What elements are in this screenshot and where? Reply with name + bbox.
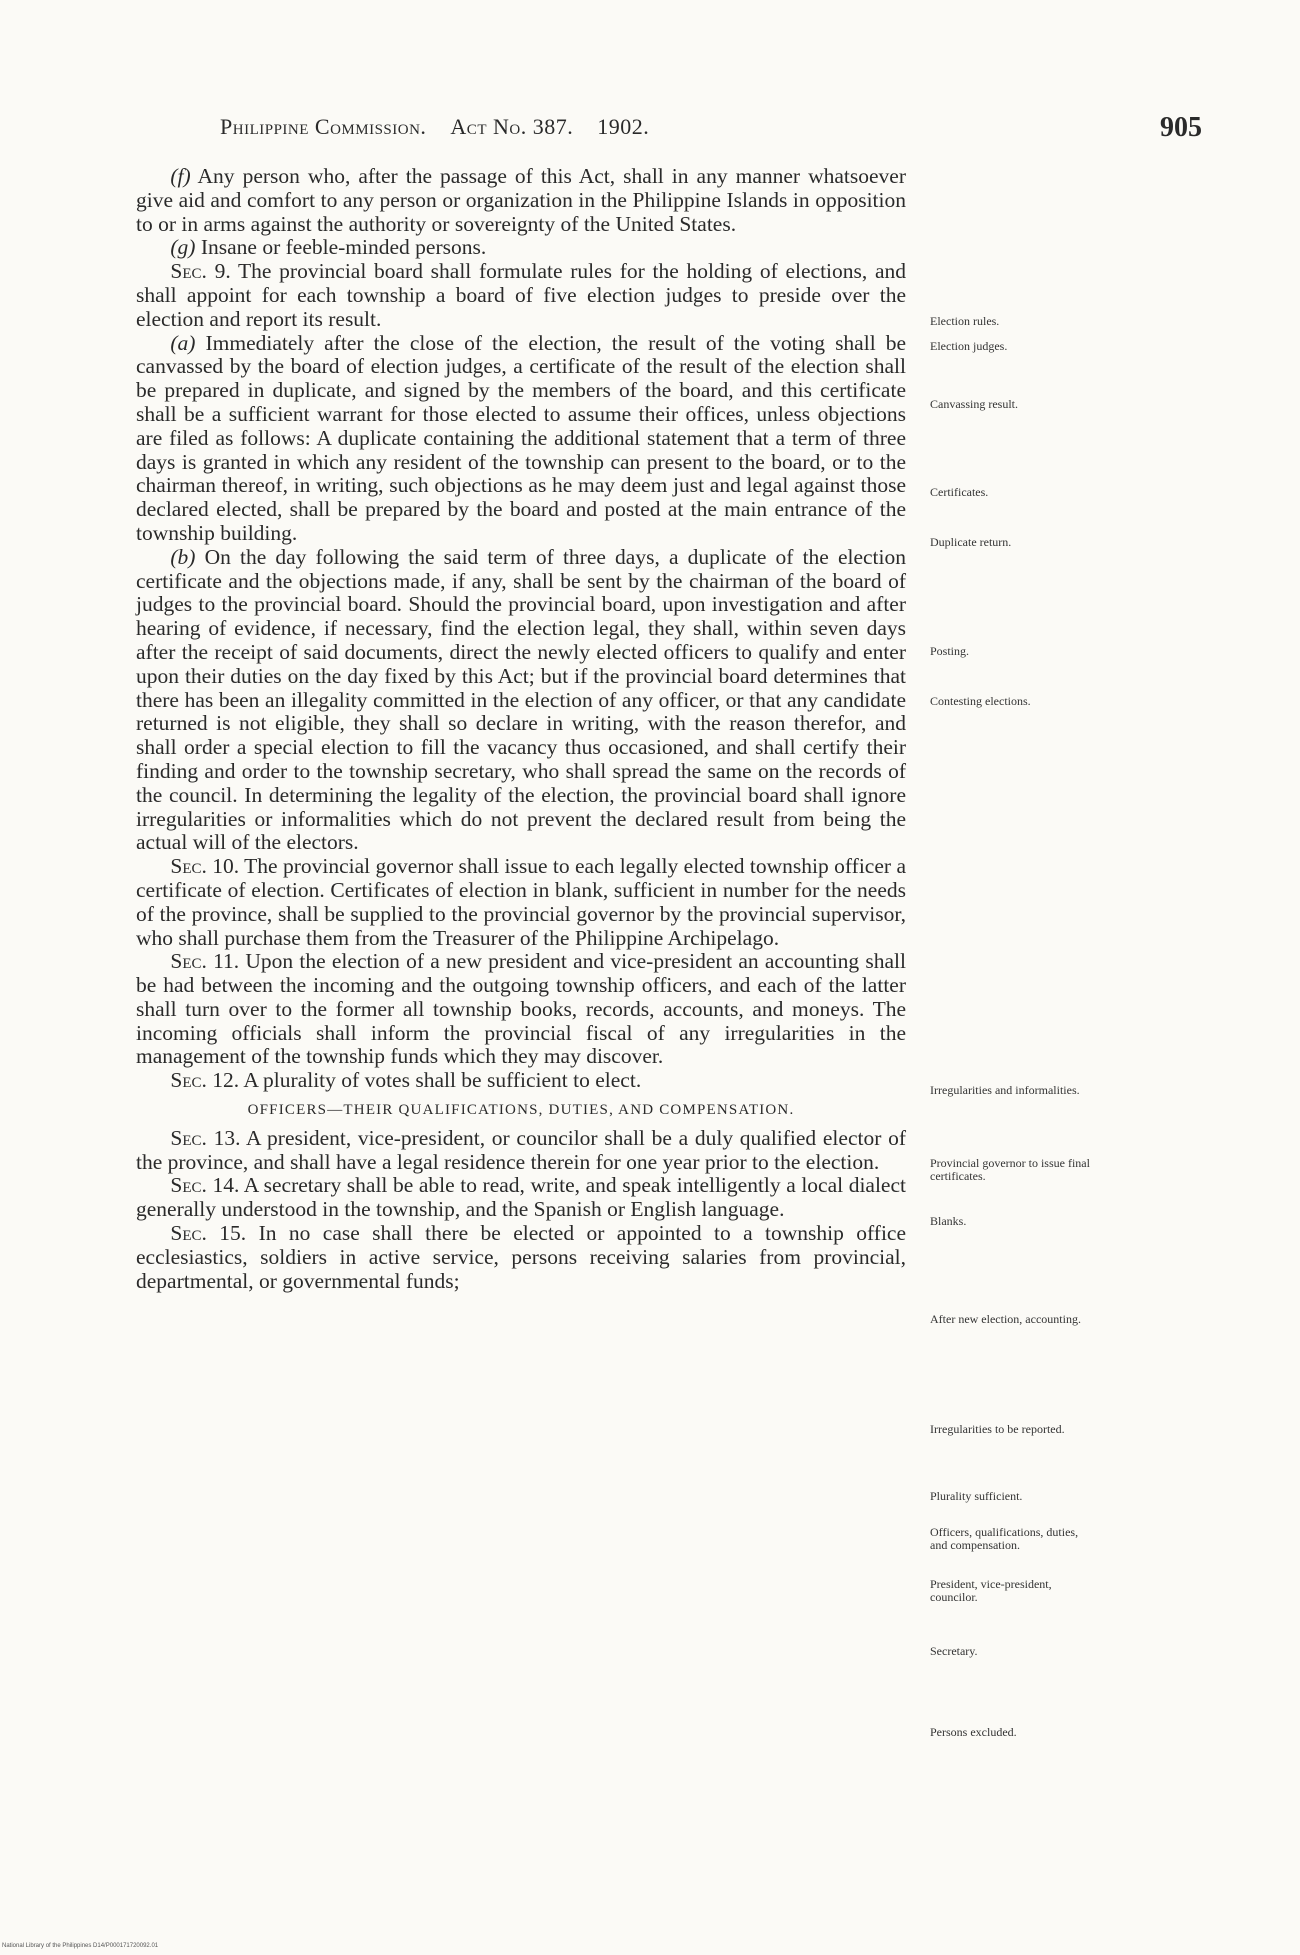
section-15	[136, 1222, 906, 1293]
section-10	[136, 855, 906, 950]
paragraph-text: A secretary shall be able to read, write, and speak intelligently a local dialect generally understood in the township, and the Spanish or English language.	[136, 1173, 906, 1222]
paragraph-text: On the day following the said term of three days, a duplicate of the election certificate and the objections made, if any, shall be sent by the chairman of the board of judges to the provincial board. Should the provincial board, upon investigation and after hearing of evidence, if necessary, find the election legal, they shall, within seven days after the receipt of said documents, direct the newly elected officers to qualify and enter upon their duties on the day fixed by this Act; but if the provincial board determines that there has been an illegality committed in the election of any officer, or that any candidate returned is not eligible, they shall so declare in writing, with the reason therefor, and shall order a special election to fill the vacancy thus occasioned, and shall certify their finding and order to the township secretary, who shall spread the same on the records of the council. In determining the legality of the election, the provincial board shall ignore irregularities or informalities which do not prevent the declared result from being the actual will of the electors.	[136, 544, 907, 855]
paragraph-label: (f)	[170, 164, 191, 188]
running-title-commission: Philippine Commission.	[220, 114, 427, 139]
section-heading-officers: OFFICERS—THEIR QUALIFICATIONS, DUTIES, AND COMPENSATION.	[247, 1102, 795, 1119]
margin-note: Canvassing result.	[930, 397, 1018, 411]
paragraph-a	[136, 332, 906, 546]
margin-note: Irregularities to be reported.	[930, 1422, 1065, 1436]
section-13	[136, 1127, 906, 1175]
margin-note: Contesting elections.	[930, 694, 1031, 708]
margin-note: Irregularities and informalities.	[930, 1083, 1080, 1097]
margin-note: Posting.	[930, 644, 970, 658]
section-label: Sec. 14.	[170, 1173, 240, 1198]
margin-note: Certificates.	[930, 485, 989, 499]
margin-note: Persons excluded.	[930, 1725, 1017, 1739]
running-title-year: 1902.	[597, 114, 650, 139]
running-title-act: Act No. 387.	[450, 114, 574, 139]
body-text	[136, 165, 906, 1293]
margin-note: Election rules.	[930, 314, 1000, 328]
paragraph-text: Immediately after the close of the election, the result of the voting shall be canvassed by the board of election judges, a certificate of the result of the election shall be prepared in duplicate, and signed by the members of the board, and this certificate shall be a sufficient warrant for those elected to assume their offices, unless objections are filed as follows: A duplicate containing the additional statement that a term of three days is granted in which any resident of the township can present to the board, or to the chairman thereof, in writing, such objections as he may deem just and legal against those declared elected, shall be prepared by the board and posted at the main entrance of the township building.	[136, 330, 906, 545]
section-label: Sec. 12.	[170, 1068, 240, 1093]
section-label: Sec. 10.	[170, 854, 240, 879]
margin-note: President, vice-president, councilor.	[930, 1577, 1052, 1604]
section-label: Sec. 9.	[170, 259, 231, 284]
running-header	[220, 114, 649, 140]
section-label: Sec. 15.	[170, 1221, 247, 1246]
margin-note: Secretary.	[930, 1644, 978, 1658]
paragraph-label: (g)	[170, 235, 196, 260]
paragraph-text: Upon the election of a new president and vice-president an accounting shall be had between the incoming and the outgoing township officers, and each of the latter shall turn over to the former all township books, records, accounts, and moneys. The incoming officials shall inform the provincial fiscal of any irregularities in the management of the township funds which they may discover.	[136, 949, 907, 1069]
section-label: Sec. 11.	[170, 949, 240, 974]
section-11	[136, 950, 906, 1069]
margin-note: Duplicate return.	[930, 535, 1012, 549]
margin-note: After new election, accounting.	[930, 1312, 1081, 1326]
paragraph-text: A president, vice-president, or councilor shall be a duly qualified elector of the province, and shall have a legal residence therein for one year prior to the election.	[136, 1125, 906, 1174]
paragraph-text: In no case shall there be elected or appointed to a township office ecclesiastics, soldiers in active service, persons receiving salaries from provincial, departmental, or governmental funds;	[136, 1221, 907, 1293]
page-number: 905	[1160, 112, 1202, 143]
margin-note: Officers, qualifications, duties, and compensation.	[930, 1525, 1079, 1552]
margin-note: Blanks.	[930, 1214, 967, 1228]
paragraph-text: A plurality of votes shall be sufficient to elect.	[243, 1068, 642, 1093]
paragraph-text: Any person who, after the passage of this Act, shall in any manner whatsoever give aid and comfort to any person or organization in the Philippine Islands in opposition to or in arms against the authority or sovereignty of the United States.	[136, 164, 906, 236]
margin-note: Plurality sufficient.	[930, 1489, 1023, 1503]
paragraph-b	[136, 546, 906, 855]
margin-note: Provincial governor to issue final certificates.	[930, 1156, 1090, 1183]
paragraph-text: The provincial board shall formulate rules for the holding of elections, and shall appoint for each township a board of five election judges to preside over the election and report its result.	[136, 259, 906, 331]
paragraph-label: (b)	[170, 544, 196, 569]
paragraph-g	[136, 236, 906, 260]
section-label: Sec. 13.	[170, 1125, 241, 1150]
section-14	[136, 1174, 906, 1222]
section-12	[136, 1069, 906, 1093]
margin-note: Election judges.	[930, 339, 1008, 353]
paragraph-text: Insane or feeble-minded persons.	[200, 235, 487, 260]
section-9	[136, 260, 906, 331]
scan-footer: National Library of the Philippines D14/P000171720092.01	[2, 1943, 159, 1949]
paragraph-text: The provincial governor shall issue to each legally elected township officer a certificate of election. Certificates of election in blank, sufficient in number for the needs of the province, shall be supplied to the provincial governor by the provincial supervisor, who shall purchase them from the Treasurer of the Philippine Archipelago.	[136, 854, 906, 950]
paragraph-label: (a)	[170, 330, 196, 355]
paragraph-f	[136, 165, 906, 236]
